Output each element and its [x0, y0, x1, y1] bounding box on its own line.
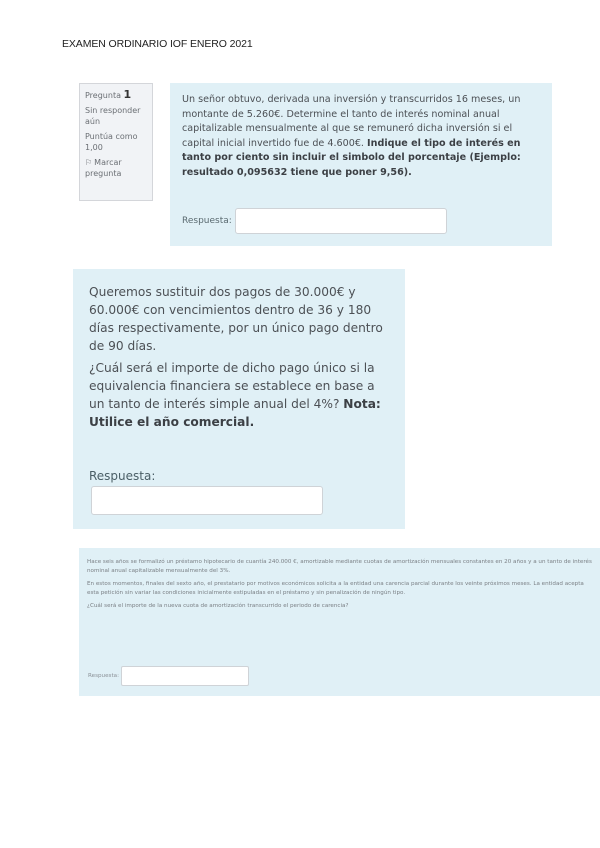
question-1-answer-row: [182, 208, 447, 234]
question-status: Sin responder aún: [85, 106, 141, 126]
flag-question-link[interactable]: [85, 157, 147, 179]
question-1-info-panel: [79, 83, 153, 201]
flag-question-label: Marcar pregunta: [85, 158, 122, 178]
question-3-paragraph-3: ¿Cuál será el importe de la nueva cuota de amortización transcurrido el periodo de carencia?: [87, 603, 349, 609]
question-3-paragraph-1: Hace seis años se formalizó un préstamo hipotecario de cuantía 240.000 €, amortizable mediante cuotas de amortización mensuales constantes en 20 años y a un tanto de interés nominal anual capitalizable mensualmente del 3%.: [87, 559, 592, 574]
question-2-paragraph-1: Queremos sustituir dos pagos de 30.000€ y 60.000€ con vencimientos dentro de 36 y 180 días respectivamente, por un único pago dentro de 90 días.: [89, 285, 383, 353]
question-label: Pregunta: [85, 91, 121, 100]
question-2-paragraph-2: [89, 359, 389, 431]
question-2-question-text: ¿Cuál será el importe de dicho pago único si la equivalencia financiera se establece en base a un tanto de interés simple anual del 4%?: [89, 361, 375, 411]
answer-label: Respuesta:: [89, 469, 156, 483]
question-3-paragraph-2: En estos momentos, finales del sexto año, el prestatario por motivos económicos solicita a la entidad una carencia parcial durante los veinte próximos meses. La entidad acepta esta petición sin variar las condiciones inicialmente estipuladas en el préstamo y sin penalización de ningún tipo.: [87, 581, 584, 596]
answer-label: Respuesta:: [88, 673, 119, 679]
question-1-answer-input[interactable]: [235, 208, 447, 234]
question-number: [85, 89, 147, 101]
question-3-answer-input[interactable]: [121, 666, 249, 686]
question-1-text: Un señor obtuvo, derivada una inversión y transcurridos 16 meses, un montante de 5.260€. Determine el tanto de interés nominal anual capitalizable mensualmente al que se remuneró dicha inversión si el capital inicial invertido fue de 4.600€.: [182, 94, 521, 149]
document-title: EXAMEN ORDINARIO IOF ENERO 2021: [62, 38, 253, 50]
question-score: Puntúa como 1,00: [85, 132, 138, 152]
question-3-answer-row: [88, 666, 249, 686]
answer-label: Respuesta:: [182, 216, 232, 226]
flag-icon: ⚐: [85, 158, 93, 167]
question-2-answer-input[interactable]: [91, 486, 323, 515]
question-number-value: 1: [123, 88, 132, 101]
question-1-instructions: Indique el tipo de interés en tanto por ciento sin incluir el simbolo del porcentaje (Ejemplo: resultado 0,095632 tiene que poner 9,56).: [182, 137, 521, 178]
question-2-note: Nota: Utilice el año comercial.: [89, 397, 381, 429]
